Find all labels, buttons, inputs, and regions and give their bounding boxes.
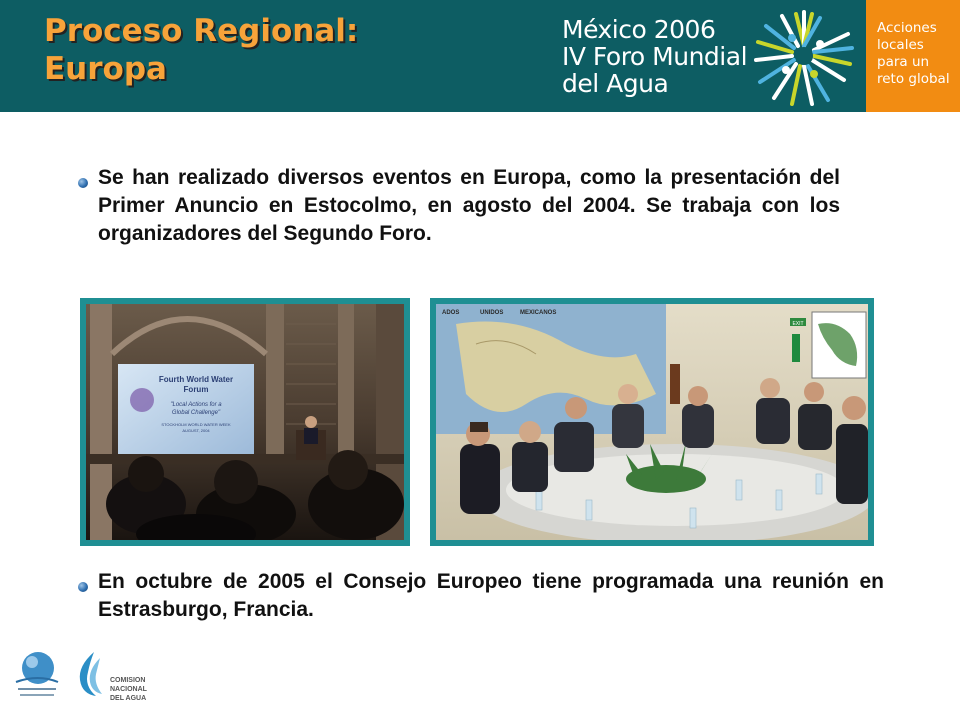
slogan-line-1: Acciones bbox=[877, 20, 937, 36]
slogan-line-3: para un bbox=[877, 54, 930, 70]
photo-stockholm-presentation bbox=[86, 304, 404, 540]
slide-line-2: Forum bbox=[183, 385, 209, 394]
title-line-2: Europa bbox=[44, 51, 167, 87]
map-label-2: UNIDOS bbox=[480, 310, 504, 316]
slide-line-6: AUGUST, 2004 bbox=[182, 428, 210, 433]
photo-meeting-frame bbox=[430, 298, 874, 546]
bullet-icon bbox=[78, 582, 88, 592]
map-label-1: ADOS bbox=[442, 310, 460, 316]
header-bar bbox=[0, 0, 960, 112]
bullet-icon bbox=[78, 178, 88, 188]
photo-stockholm-frame bbox=[80, 298, 410, 546]
slide-logo-icon bbox=[130, 388, 154, 412]
event-line-1: México 2006 bbox=[562, 15, 716, 44]
slide-line-5: STOCKHOLM WORLD WATER WEEK bbox=[161, 422, 231, 427]
map-label-3: MEXICANOS bbox=[520, 310, 557, 316]
slide-title bbox=[44, 12, 358, 88]
slogan-line-2: locales bbox=[877, 37, 924, 53]
photo-meeting-room bbox=[436, 304, 868, 540]
forum-sun-logo-icon bbox=[752, 8, 856, 106]
conagua-line-2: DEL AGUA bbox=[110, 695, 147, 702]
slogan-text bbox=[877, 20, 950, 88]
event-logo-text bbox=[562, 16, 747, 97]
slide-line-4: Global Challenge" bbox=[171, 410, 221, 416]
bullet-text-2: En octubre de 2005 el Consejo Europeo tiene programada una reunión en Estrasburgo, Francia. bbox=[98, 570, 884, 621]
title-line-1: Proceso Regional: bbox=[44, 13, 359, 49]
event-line-2: IV Foro Mundial bbox=[562, 42, 748, 71]
exit-sign-text: EXIT bbox=[792, 321, 804, 327]
slogan-line-4: reto global bbox=[877, 71, 950, 87]
event-line-3: del Agua bbox=[562, 69, 669, 98]
conagua-wave-icon bbox=[74, 650, 108, 698]
slide-line-1: Fourth World Water bbox=[158, 375, 234, 384]
conagua-line-1: COMISION NACIONAL bbox=[110, 677, 147, 693]
conagua-logo bbox=[74, 650, 184, 702]
bullet-text-1: Se han realizado diversos eventos en Europa, como la presentación del Primer Anuncio en Estocolmo, en agosto del 2004. Se trabaja con los organizadores del Segundo Foro. bbox=[98, 166, 840, 245]
slide-line-3: "Local Actions for a bbox=[170, 402, 222, 408]
world-water-council-logo-icon bbox=[12, 646, 62, 704]
